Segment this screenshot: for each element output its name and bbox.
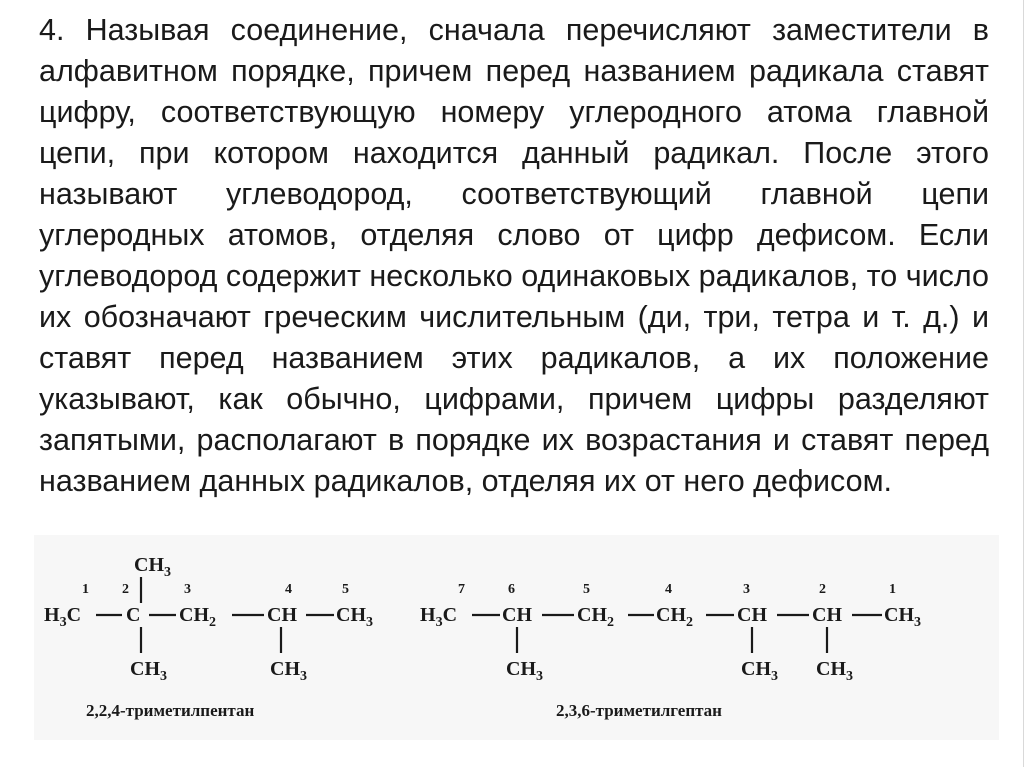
m2-number-7: 7 [458,582,465,597]
m2-number-6: 6 [508,582,515,597]
m2-caption: 2,3,6-триметилгептан [556,701,722,720]
m2-number-5: 5 [583,582,590,597]
m1-c1: $H_3C$ [44,604,82,630]
m1-number-4: 4 [285,582,292,597]
m2-number-2: 2 [819,582,826,597]
m1-c5: $CH_3$ [336,604,373,630]
m2-number-3: 3 [743,582,750,597]
structural-formulas-figure [34,535,999,740]
m2-number-1: 1 [889,582,896,597]
m1-number-3: 3 [184,582,191,597]
m2-c7: $H_3C$ [420,604,458,630]
formulas-svg [34,535,999,740]
m2-c4: $CH_2$ [656,604,693,630]
m1-bottom-methyl-c4: $CH_3$ [270,658,307,684]
m2-bottom-methyl-c3: $CH_3$ [741,658,778,684]
m2-bottom-methyl-c6: $CH_3$ [506,658,543,684]
m2-c6: CH [502,604,532,626]
m2-c3: CH [737,604,767,626]
m2-c1: $CH_3$ [884,604,921,630]
paragraph: 4. Называя соединение, сначала перечисляют заместители в алфавитном порядке, причем перед названием радикала ставят цифру, соответствующую номеру углеродного атома главной цепи, при котором находится данный радикал. После этого называют углеводород, соответствующий главной цепи углеродных атомов, отделяя слово от цифр дефисом. Если углеводород содержит несколько одинаковых радикалов, то число их обозначают греческим числительным (ди, три, тетра и т. д.) и ставят перед названием этих радикалов, а их положение указывают, как обычно, цифрами, причем цифры разделяют запятыми, располагают в порядке их возрастания и ставят перед названием данных радикалов, отделяя их от него дефисом. [39,13,989,498]
m1-number-5: 5 [342,582,349,597]
m2-number-4: 4 [665,582,672,597]
m1-caption: 2,2,4-триметилпентан [86,701,255,720]
m1-top-methyl: $CH_3$ [134,554,171,580]
m1-number-2: 2 [122,582,129,597]
m2-c5: $CH_2$ [577,604,614,630]
m1-number-1: 1 [82,582,89,597]
m2-bottom-methyl-c2: $CH_3$ [816,658,853,684]
m1-bottom-methyl-c2: $CH_3$ [130,658,167,684]
m1-c2: C [126,604,141,626]
m2-c2: CH [812,604,842,626]
m1-c3: $CH_2$ [179,604,216,630]
m1-c4: CH [267,604,297,626]
